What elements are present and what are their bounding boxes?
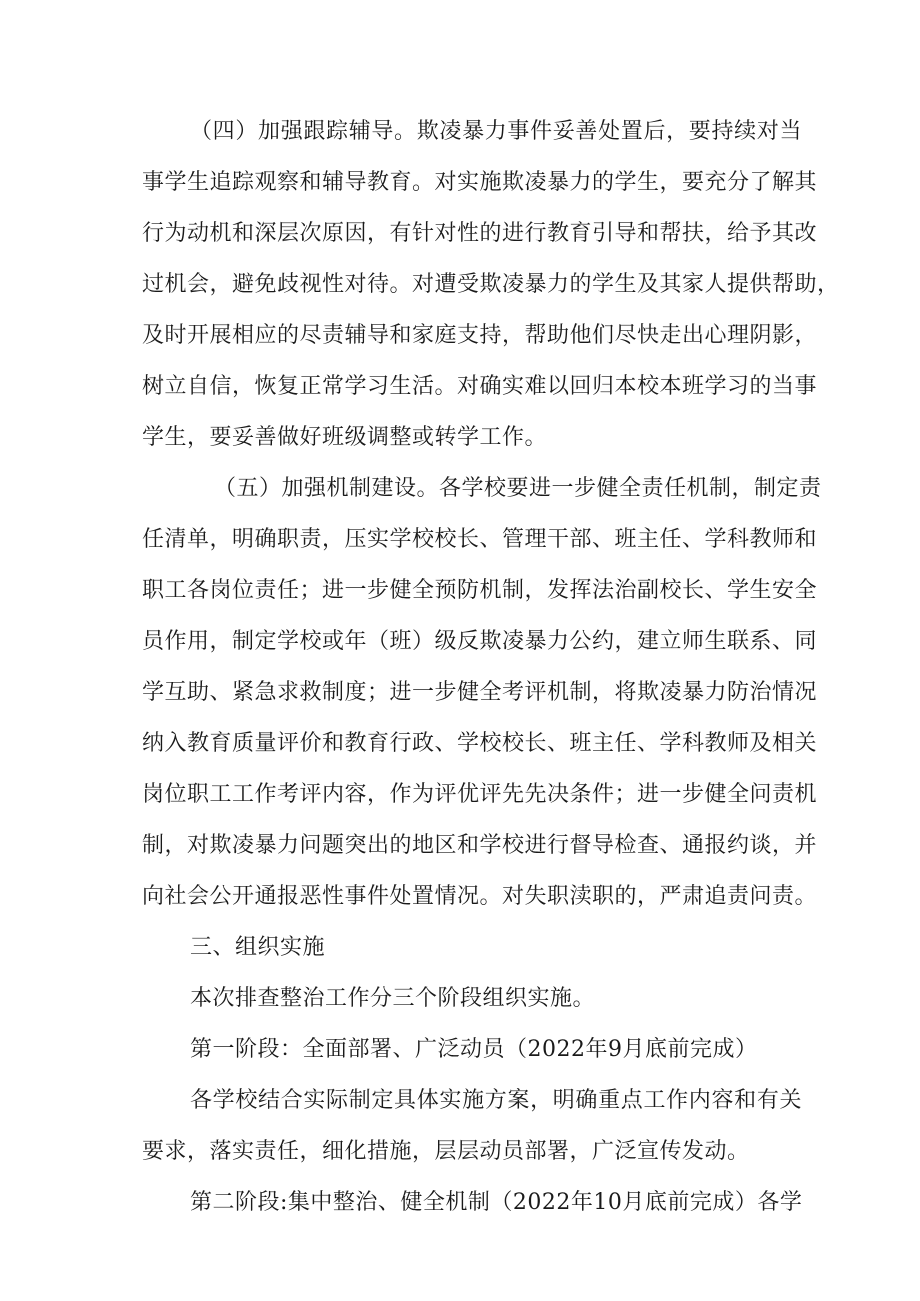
para5-line-5: 学互助、紧急求救制度；进一步健全考评机制，将欺凌暴力防治情况: [142, 680, 818, 705]
stage1-body-line-2: 要求，落实责任，细化措施，层层动员部署，广泛宣传发动。: [142, 1139, 750, 1164]
para4-line-4: 过机会，避免歧视性对待。对遭受欺凌暴力的学生及其家人提供帮助，: [142, 272, 840, 297]
section3-heading: 三、组织实施: [190, 935, 326, 960]
para4-line-1: （四）加强跟踪辅导。欺凌暴力事件妥善处置后，要持续对当: [190, 119, 802, 144]
para5-line-1: （五）加强机制建设。各学校要进一步健全责任机制，制定责: [214, 476, 822, 501]
para5-line-4: 员作用，制定学校或年（班）级反欺凌暴力公约，建立师生联系、同: [142, 629, 818, 654]
para5-line-6: 纳入教育质量评价和教育行政、学校校长、班主任、学科教师及相关: [142, 731, 818, 756]
para5-line-9: 向社会公开通报恶性事件处置情况。对失职渎职的，严肃追责问责。: [142, 884, 818, 909]
para5-line-7: 岗位职工工作考评内容，作为评优评先先决条件；进一步健全问责机: [142, 782, 818, 807]
para4-line-3: 行为动机和深层次原因，有针对性的进行教育引导和帮扶，给予其改: [142, 221, 818, 246]
stage2-heading: 第二阶段:集中整治、健全机制（2022年10月底前完成）各学: [190, 1190, 803, 1215]
para4-line-5: 及时开展相应的尽责辅导和家庭支持，帮助他们尽快走出心理阴影，: [142, 323, 818, 348]
para4-line-2: 事学生追踪观察和辅导教育。对实施欺凌暴力的学生，要充分了解其: [142, 170, 818, 195]
para5-line-2: 任清单，明确职责，压实学校校长、管理干部、班主任、学科教师和: [142, 527, 818, 552]
stage1-heading: 第一阶段：全面部署、广泛动员（2022年9月底前完成）: [190, 1037, 758, 1062]
para5-line-8: 制，对欺凌暴力问题突出的地区和学校进行督导检查、通报约谈，并: [142, 833, 818, 858]
para4-line-6: 树立自信，恢复正常学习生活。对确实难以回归本校本班学习的当事: [142, 374, 818, 399]
section3-intro: 本次排查整治工作分三个阶段组织实施。: [190, 986, 596, 1011]
para4-line-7: 学生，要妥善做好班级调整或转学工作。: [142, 425, 548, 450]
para5-line-3: 职工各岗位责任；进一步健全预防机制，发挥法治副校长、学生安全: [142, 578, 818, 603]
stage1-body-line-1: 各学校结合实际制定具体实施方案，明确重点工作内容和有关: [190, 1088, 802, 1113]
